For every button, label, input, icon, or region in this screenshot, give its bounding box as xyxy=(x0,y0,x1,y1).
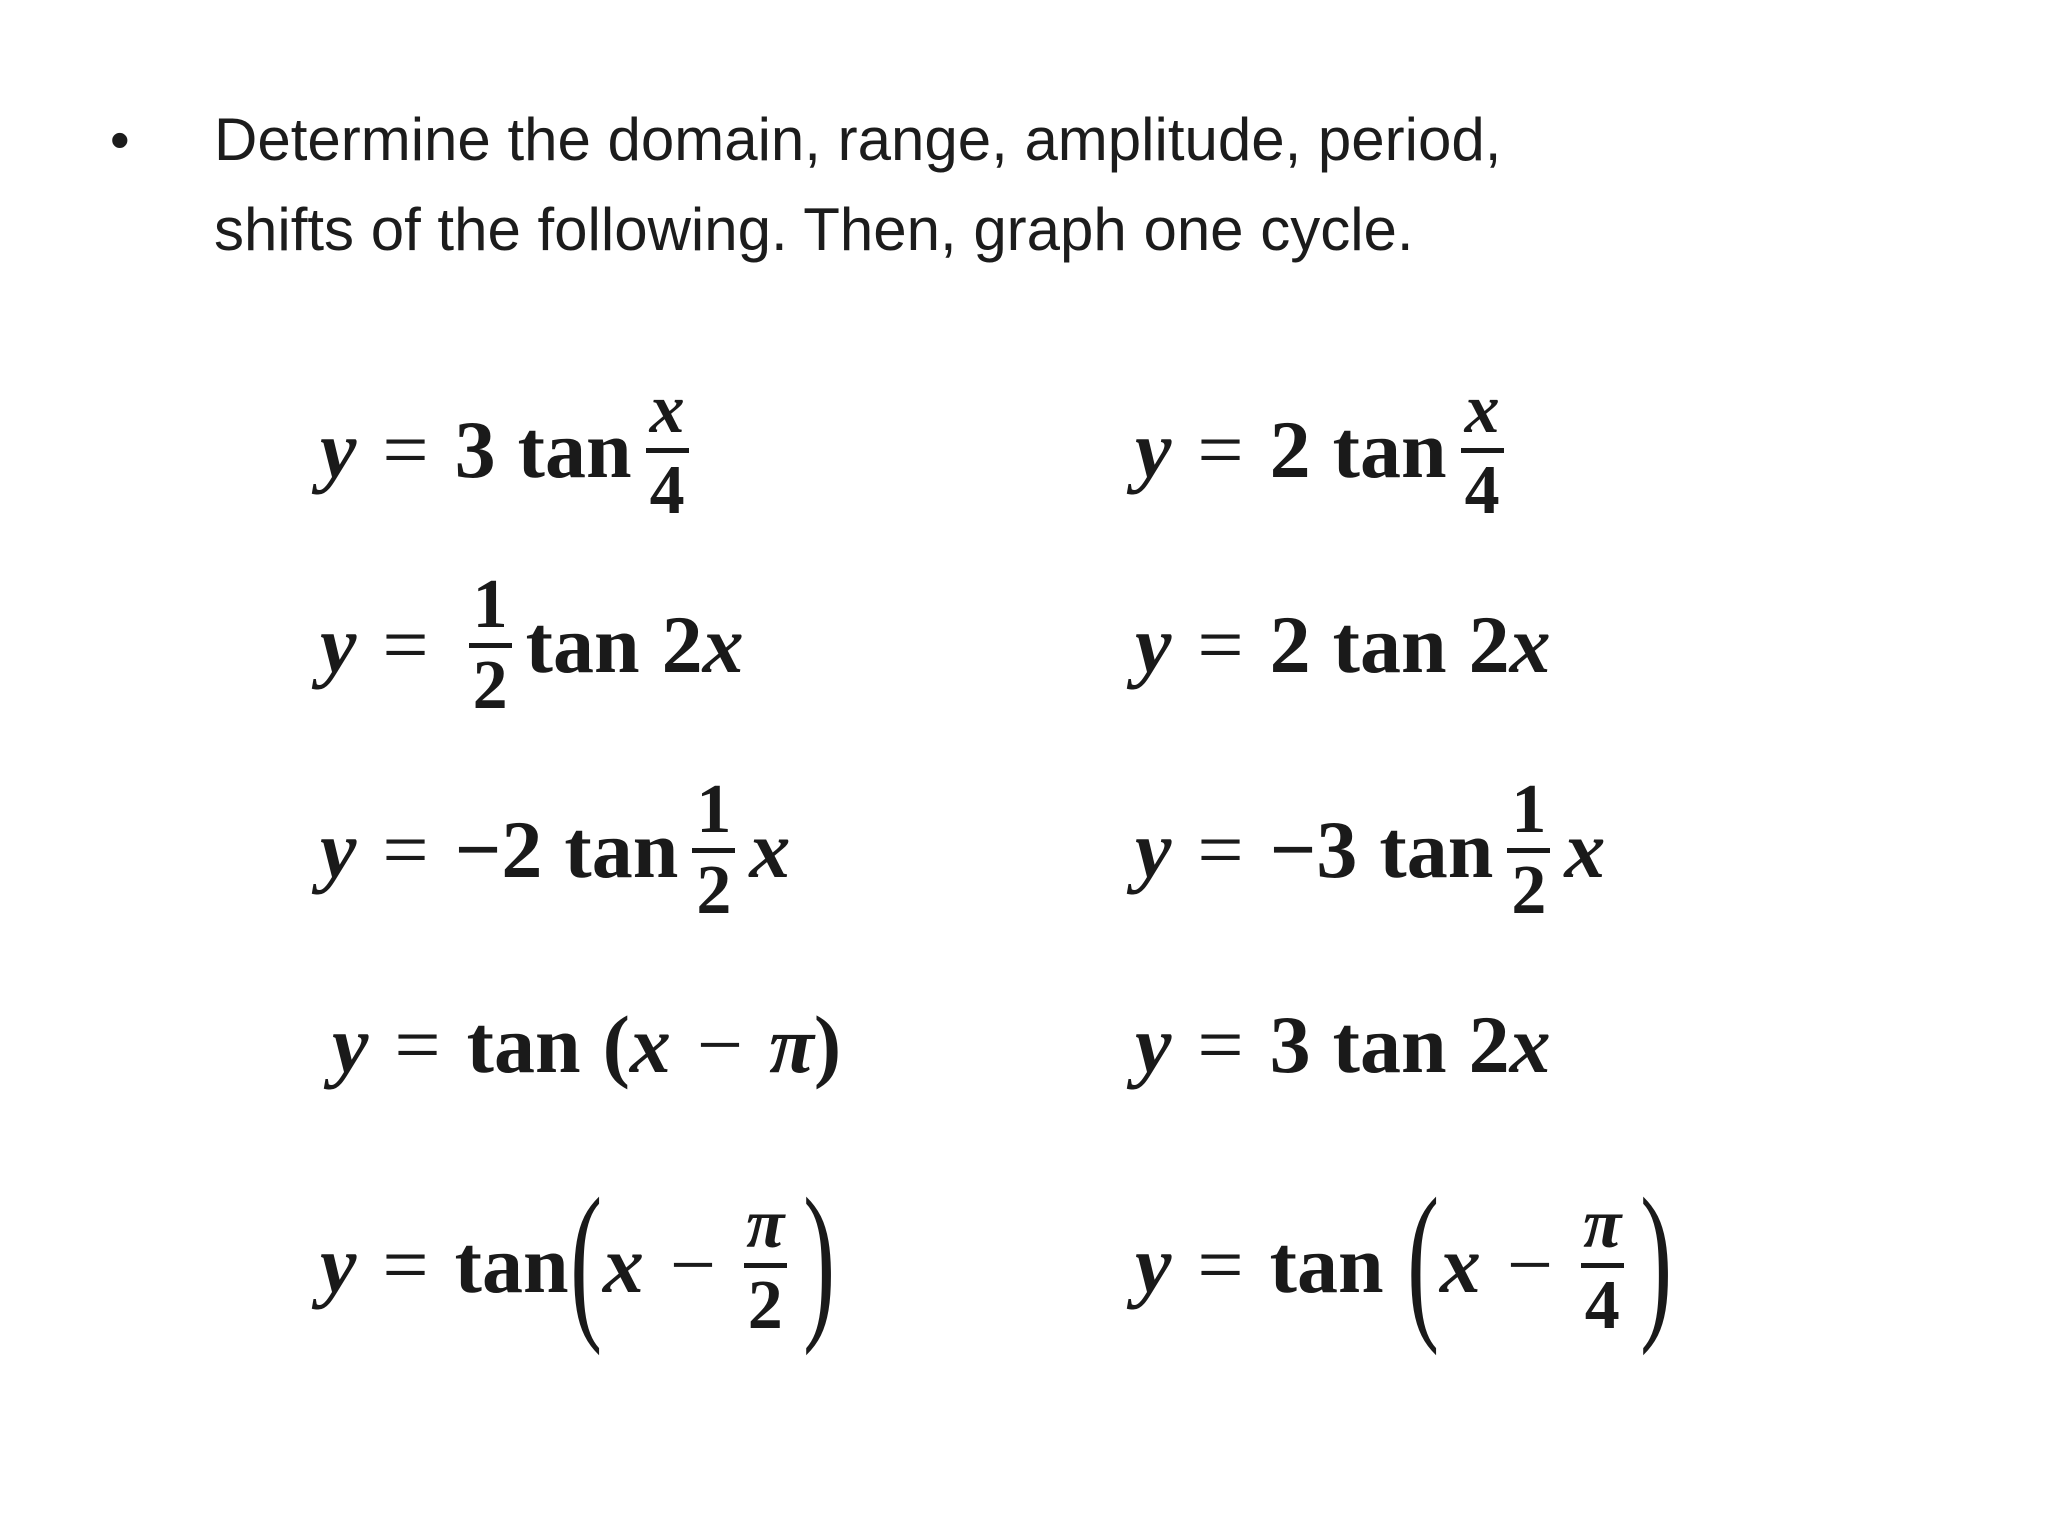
equals-sign: = xyxy=(1197,404,1244,495)
equation-3-left xyxy=(320,755,790,945)
equation-2-right xyxy=(1135,550,1551,740)
equation-row-1 xyxy=(320,355,1820,545)
coefficient: −3 xyxy=(1269,804,1358,895)
fraction xyxy=(1507,772,1550,929)
equation-3-right xyxy=(1135,755,1605,945)
equation-1-right xyxy=(1135,355,1518,545)
lhs: y xyxy=(1135,1219,1172,1310)
close-paren: ) xyxy=(1640,1161,1673,1356)
lhs: y xyxy=(1135,804,1172,895)
fraction xyxy=(1461,372,1504,529)
open-paren: ( xyxy=(569,1161,602,1356)
fraction-denominator: 2 xyxy=(469,643,512,724)
fraction xyxy=(692,772,735,929)
argument-variable: x xyxy=(629,999,671,1090)
coefficient: 2 xyxy=(1269,599,1311,690)
equals-sign: = xyxy=(382,1219,429,1310)
function-name: tan xyxy=(1332,599,1447,690)
equation-2-left xyxy=(320,550,744,740)
fraction-denominator: 4 xyxy=(646,448,689,529)
lhs: y xyxy=(320,1219,357,1310)
equals-sign: = xyxy=(382,404,429,495)
equation-row-2 xyxy=(320,550,1820,740)
close-paren: ) xyxy=(813,999,842,1090)
fraction xyxy=(742,1187,788,1344)
fraction-denominator: 4 xyxy=(1581,1263,1624,1344)
equals-sign: = xyxy=(382,599,429,690)
equation-grid xyxy=(320,355,1820,1405)
fraction-denominator: 2 xyxy=(1507,848,1550,929)
argument-coefficient: 2 xyxy=(661,599,703,690)
coefficient: 3 xyxy=(1269,999,1311,1090)
function-name: tan xyxy=(1269,1219,1384,1310)
function-name: tan xyxy=(454,1219,569,1310)
equation-5-left xyxy=(320,1161,837,1360)
coefficient: −2 xyxy=(454,804,543,895)
equals-sign: = xyxy=(1197,999,1244,1090)
function-name: tan xyxy=(1332,999,1447,1090)
minus-sign: − xyxy=(669,1219,717,1310)
argument-variable: x xyxy=(1439,1219,1481,1310)
open-paren: ( xyxy=(1406,1161,1439,1356)
fraction-numerator: π xyxy=(1583,1185,1622,1263)
minus-sign: − xyxy=(696,999,744,1090)
equals-sign: = xyxy=(1197,804,1244,895)
argument-coefficient: 2 xyxy=(1468,599,1510,690)
function-name: tan xyxy=(1332,404,1447,495)
lhs: y xyxy=(320,404,357,495)
function-name: tan xyxy=(466,999,581,1090)
instruction-text: Determine the domain, range, amplitude, period, shifts of the following. Then, graph one cycle. xyxy=(214,106,1502,263)
argument-variable: x xyxy=(602,1219,644,1310)
function-name: tan xyxy=(1379,804,1494,895)
argument-variable: x xyxy=(1509,599,1551,690)
function-name: tan xyxy=(525,599,640,690)
fraction-numerator: x xyxy=(1464,370,1500,448)
fraction-numerator: π xyxy=(746,1185,785,1263)
open-paren: ( xyxy=(602,999,630,1090)
argument-variable: x xyxy=(1509,999,1551,1090)
fraction xyxy=(646,372,689,529)
lhs: y xyxy=(320,804,357,895)
equation-row-5 xyxy=(320,1161,1820,1360)
equation-1-left xyxy=(320,355,703,545)
equation-row-3 xyxy=(320,755,1820,945)
minus-sign: − xyxy=(1506,1219,1554,1310)
equals-sign: = xyxy=(394,999,441,1090)
lhs: y xyxy=(332,999,369,1090)
fraction-numerator: 1 xyxy=(696,770,732,848)
equals-sign: = xyxy=(382,804,429,895)
coefficient: 2 xyxy=(1269,404,1311,495)
argument-variable: x xyxy=(702,599,744,690)
argument-variable: x xyxy=(749,804,791,895)
fraction xyxy=(1579,1187,1625,1344)
function-name: tan xyxy=(564,804,679,895)
lhs: y xyxy=(1135,404,1172,495)
instruction xyxy=(110,95,1810,275)
fraction-denominator: 2 xyxy=(744,1263,787,1344)
equation-5-right xyxy=(1135,1161,1674,1360)
bullet: • xyxy=(110,108,130,171)
coefficient: 3 xyxy=(454,404,496,495)
lhs: y xyxy=(320,599,357,690)
fraction-denominator: 4 xyxy=(1461,448,1504,529)
close-paren: ) xyxy=(803,1161,836,1356)
equals-sign: = xyxy=(1197,1219,1244,1310)
phase-shift: π xyxy=(769,999,814,1090)
fraction-numerator: 1 xyxy=(1511,770,1547,848)
argument-coefficient: 2 xyxy=(1468,999,1510,1090)
function-name: tan xyxy=(517,404,632,495)
lhs: y xyxy=(1135,999,1172,1090)
fraction-denominator: 2 xyxy=(692,848,735,929)
fraction xyxy=(469,567,512,724)
lhs: y xyxy=(1135,599,1172,690)
fraction-numerator: 1 xyxy=(472,565,508,643)
equation-4-right xyxy=(1135,950,1551,1140)
equation-4-left xyxy=(332,950,841,1140)
equation-row-4 xyxy=(320,950,1820,1140)
equals-sign: = xyxy=(1197,599,1244,690)
argument-variable: x xyxy=(1564,804,1606,895)
fraction-numerator: x xyxy=(649,370,685,448)
